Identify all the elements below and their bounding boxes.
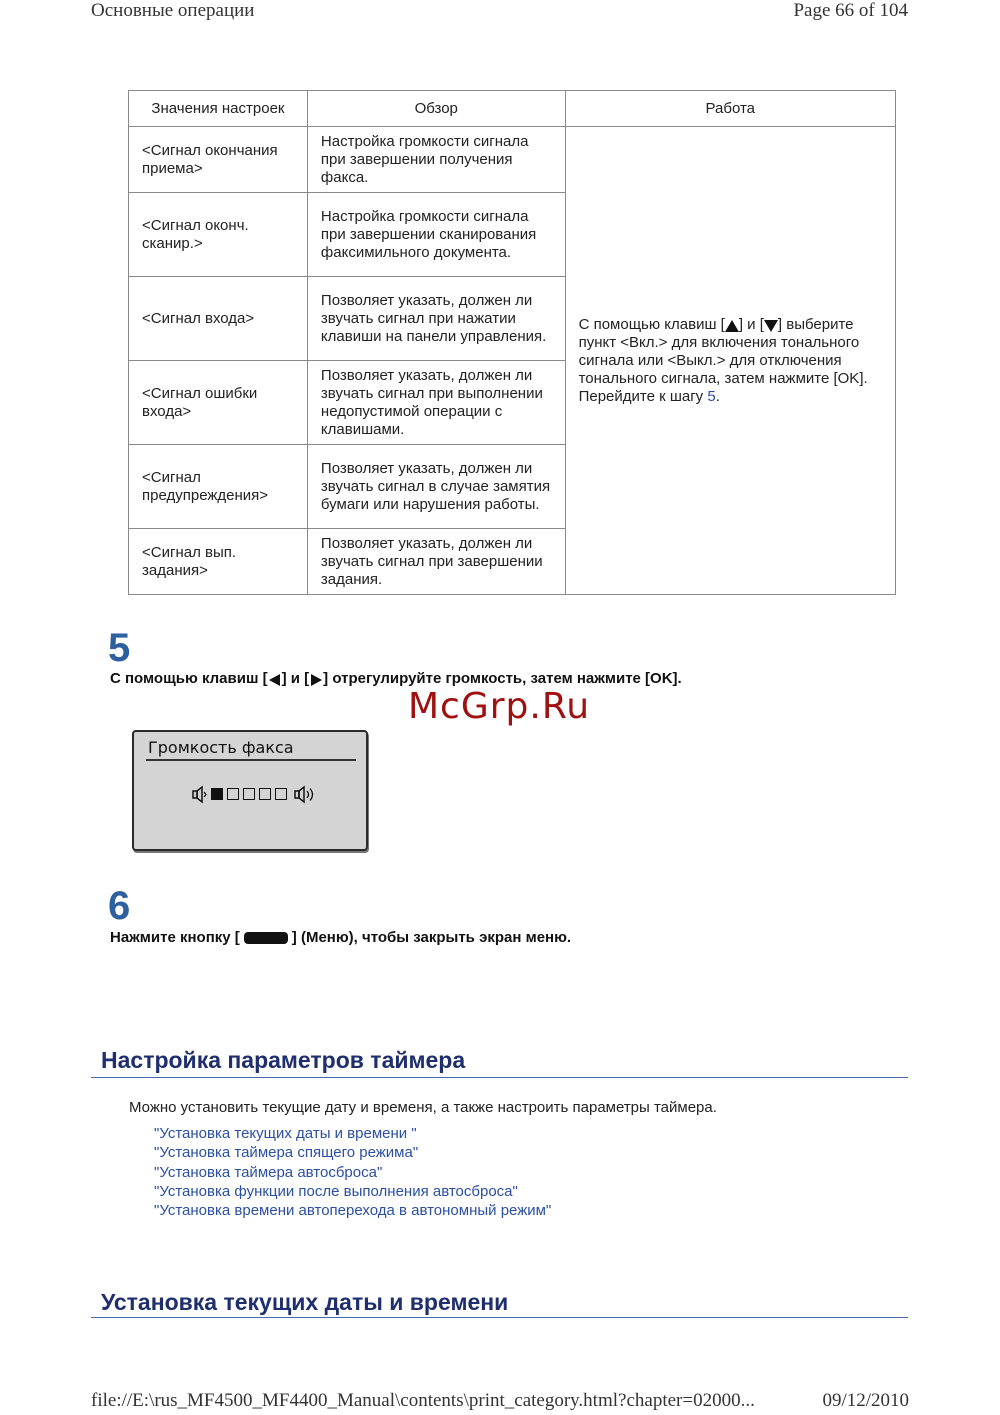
setting-cell: <Сигнал предупреждения> xyxy=(129,445,308,529)
up-arrow-key-icon xyxy=(725,317,739,333)
setting-cell: <Сигнал ошибки входа> xyxy=(129,361,308,445)
overview-cell: Настройка громкости сигнала при завершении сканирования факсимильного документа. xyxy=(307,193,565,277)
watermark-text: McGrp.Ru xyxy=(408,686,591,727)
step-6-number: 6 xyxy=(108,884,131,928)
volume-segment xyxy=(259,788,271,800)
setting-cell: <Сигнал вып. задания> xyxy=(129,529,308,595)
volume-segment xyxy=(275,788,287,800)
speaker-low-icon xyxy=(192,785,210,805)
section-title-timer-settings: Настройка параметров таймера xyxy=(101,1047,466,1073)
settings-table xyxy=(128,90,896,595)
footer-date: 09/12/2010 xyxy=(822,1390,909,1411)
column-header-overview: Обзор xyxy=(307,91,565,127)
step-5-number: 5 xyxy=(108,626,131,670)
volume-segment xyxy=(211,788,223,800)
step-5-instruction: С помощью клавиш [ ] и [ ] отрегулируйте громкость, затем нажмите [OK]. xyxy=(110,670,682,687)
table-row xyxy=(129,127,896,193)
goto-step-text: Перейдите к шагу 5. xyxy=(578,387,720,405)
down-arrow-key-icon xyxy=(764,317,778,333)
setting-cell: <Сигнал входа> xyxy=(129,277,308,361)
volume-segment xyxy=(243,788,255,800)
step-6-instruction: Нажмите кнопку [ ] (Меню), чтобы закрыть экран меню. xyxy=(110,929,572,946)
section-intro: Можно установить текущие дату и временя, а также настроить параметры таймера. xyxy=(129,1099,717,1116)
footer-file-path: file://E:\rus_MF4500_MF4400_Manual\contents\print_category.html?chapter=02000... xyxy=(91,1390,755,1411)
link-function-after-auto-reset[interactable]: "Установка функции после выполнения автосброса" xyxy=(154,1182,518,1200)
left-arrow-key-icon xyxy=(268,671,282,687)
lcd-divider xyxy=(146,759,356,761)
column-header-settings: Значения настроек xyxy=(129,91,308,127)
column-header-operation: Работа xyxy=(565,91,895,127)
section-divider xyxy=(91,1077,908,1078)
menu-key-icon xyxy=(244,932,288,944)
right-arrow-key-icon xyxy=(309,671,323,687)
lcd-display xyxy=(132,730,368,851)
link-auto-offline-time[interactable]: "Установка времени автоперехода в автономный режим" xyxy=(154,1202,552,1220)
header-section-title: Основные операции xyxy=(91,0,255,21)
setting-cell: <Сигнал оконч. сканир.> xyxy=(129,193,308,277)
section-divider xyxy=(91,1317,908,1318)
overview-cell: Позволяет указать, должен ли звучать сигнал при нажатии клавиши на панели управления. xyxy=(307,277,565,361)
link-set-date-time[interactable]: "Установка текущих даты и времени " xyxy=(154,1125,417,1142)
link-sleep-timer[interactable]: "Установка таймера спящего режима" xyxy=(154,1144,419,1162)
operation-cell xyxy=(565,127,895,595)
speaker-high-icon xyxy=(294,785,318,805)
section-title-date-time: Установка текущих даты и времени xyxy=(101,1289,509,1315)
setting-cell: <Сигнал окончания приема> xyxy=(129,127,308,193)
table-header-row xyxy=(129,91,896,127)
volume-segment xyxy=(227,788,239,800)
overview-cell: Позволяет указать, должен ли звучать сигнал в случае замятия бумаги или нарушения работы. xyxy=(307,445,565,529)
timer-links-list xyxy=(154,1124,551,1220)
overview-cell: Настройка громкости сигнала при завершении получения факса. xyxy=(307,127,565,193)
operation-text: С помощью клавиш [ ] и [ ] выберите пункт <Вкл.> для включения тонального сигнала или <Выкл.> для отключения тонального сигнала, затем нажмите [OK]. xyxy=(578,315,868,387)
overview-cell: Позволяет указать, должен ли звучать сигнал при завершении задания. xyxy=(307,529,565,595)
step-5-link[interactable]: 5 xyxy=(707,387,716,405)
lcd-title: Громкость факса xyxy=(148,738,294,757)
overview-cell: Позволяет указать, должен ли звучать сигнал при выполнении недопустимой операции с клавишами. xyxy=(307,361,565,445)
header-page-number: Page 66 of 104 xyxy=(793,0,908,21)
link-auto-reset-timer[interactable]: "Установка таймера автосброса" xyxy=(154,1163,383,1181)
